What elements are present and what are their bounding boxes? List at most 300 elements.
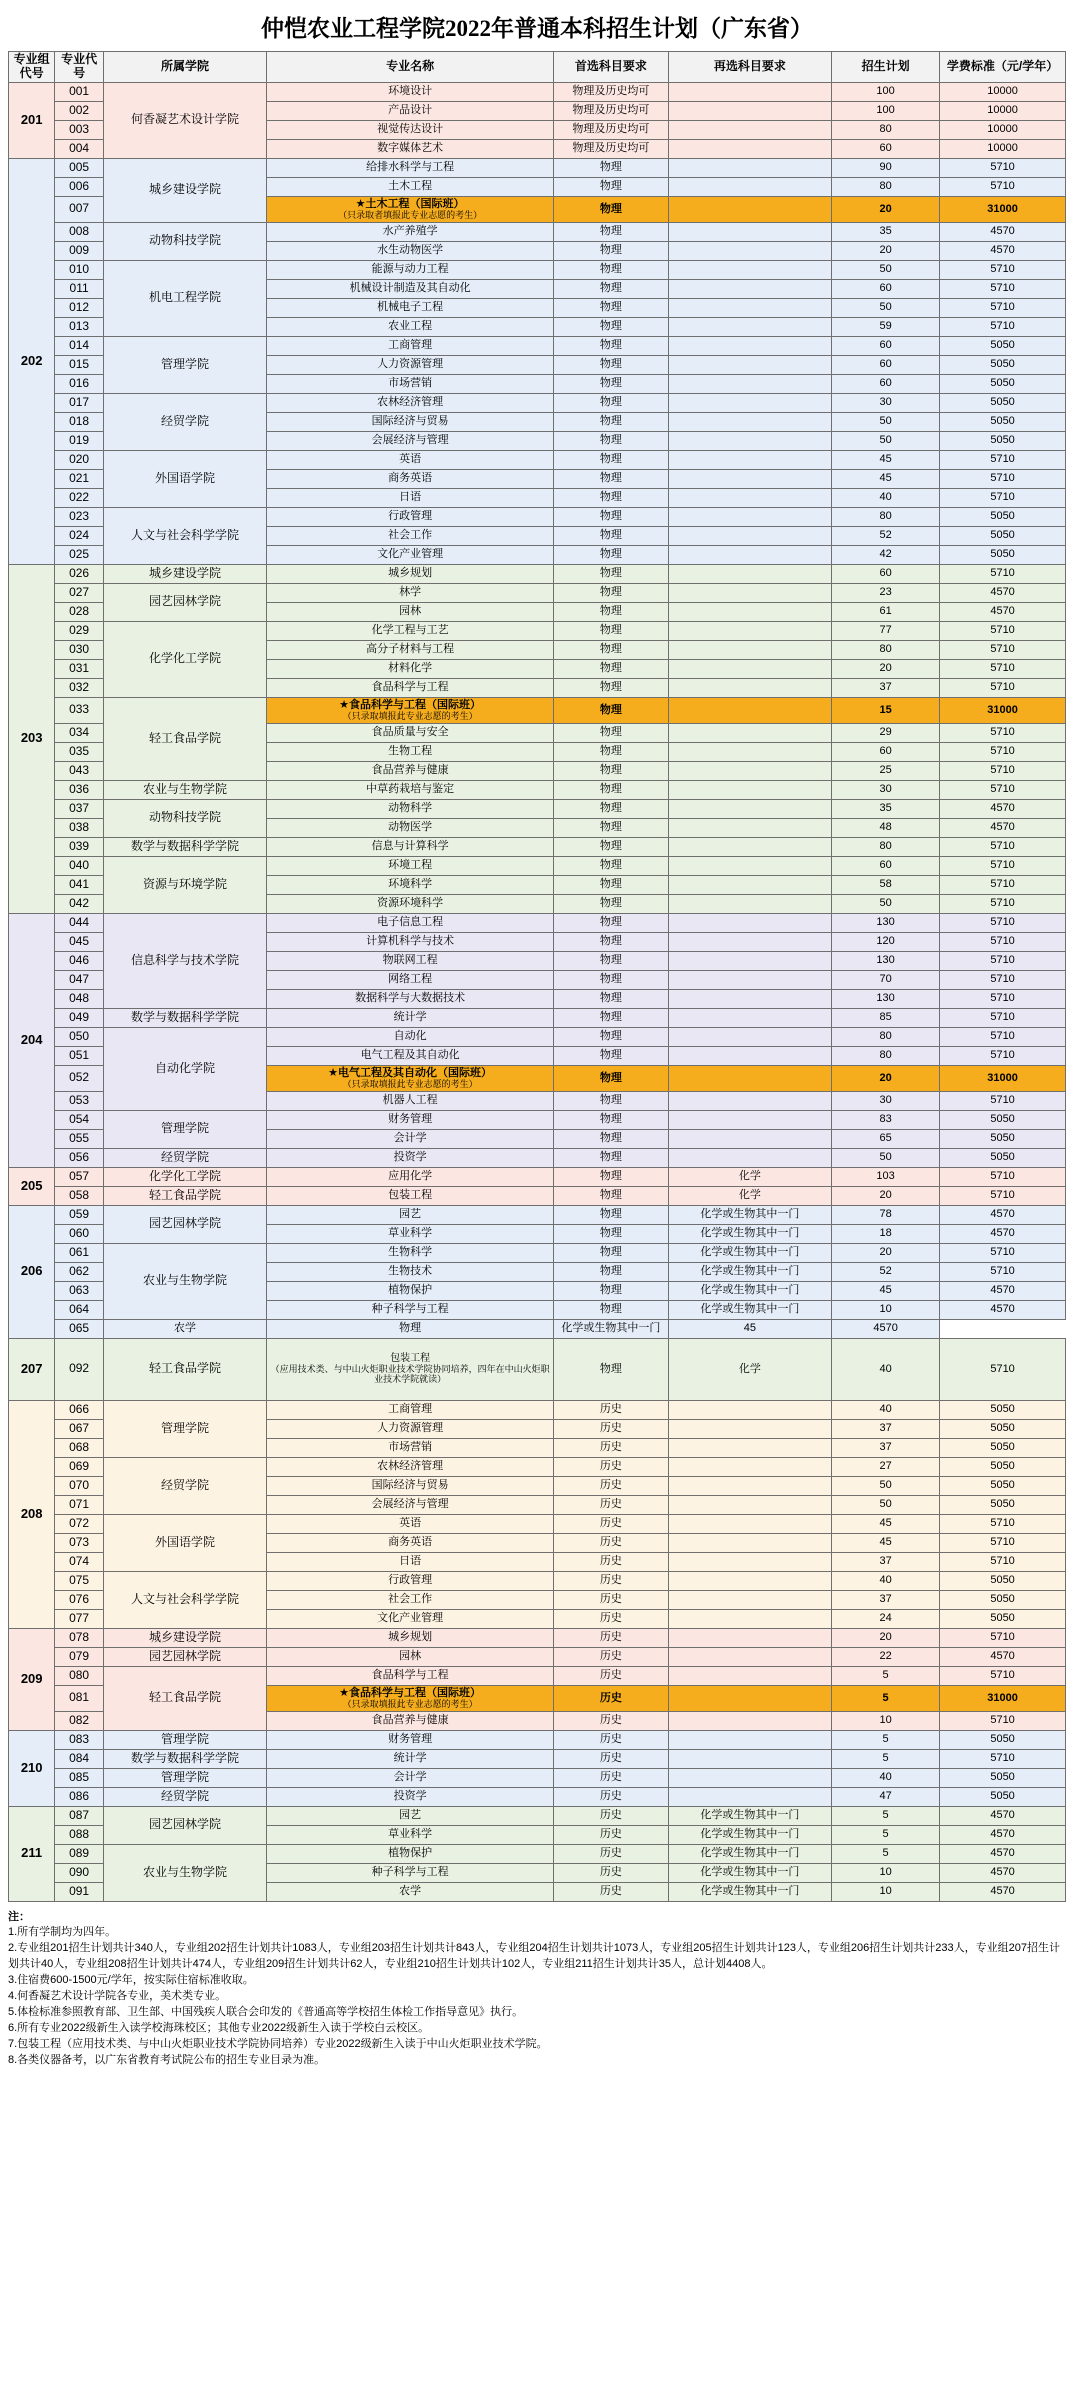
table-row [9, 1806, 1066, 1825]
first-subject-cell: 物理 [554, 1046, 669, 1065]
second-subject-cell [668, 222, 831, 241]
major-code-cell: 022 [55, 488, 104, 507]
major-name-cell: 行政管理 [267, 1571, 554, 1590]
major-code-cell: 054 [55, 1110, 104, 1129]
first-subject-cell: 历史 [554, 1552, 669, 1571]
second-subject-cell [668, 1590, 831, 1609]
tuition-cell: 10000 [940, 101, 1066, 120]
note-item: 4.何香凝艺术设计学院各专业，美术类专业。 [8, 1990, 227, 2003]
plan-count-cell: 42 [832, 545, 940, 564]
major-name-cell: 会计学 [267, 1768, 554, 1787]
first-subject-cell: 历史 [554, 1806, 669, 1825]
first-subject-cell: 物理 [554, 837, 669, 856]
plan-count-cell: 5 [832, 1749, 940, 1768]
major-name-cell: 财务管理 [267, 1110, 554, 1129]
major-name-cell: 给排水科学与工程 [267, 158, 554, 177]
second-subject-cell [668, 1571, 831, 1590]
major-name-cell: 行政管理 [267, 507, 554, 526]
major-name-cell: 动物医学 [267, 818, 554, 837]
notes-heading: 注： [8, 1910, 30, 1923]
first-subject-cell: 历史 [554, 1647, 669, 1666]
major-code-cell: 092 [55, 1338, 104, 1400]
major-name-cell: 会展经济与管理 [267, 431, 554, 450]
major-name-cell: 视觉传达设计 [267, 120, 554, 139]
major-name-cell: 化学工程与工艺 [267, 621, 554, 640]
tuition-cell: 4570 [940, 1647, 1066, 1666]
group-code-cell: 203 [9, 564, 55, 913]
tuition-cell: 5710 [940, 1711, 1066, 1730]
college-cell: 轻工食品学院 [103, 697, 266, 780]
group-code-cell: 207 [9, 1338, 55, 1400]
table-row [9, 222, 1066, 241]
tuition-cell: 5710 [940, 1243, 1066, 1262]
first-subject-cell: 历史 [554, 1749, 669, 1768]
tuition-cell: 5710 [940, 488, 1066, 507]
major-code-cell: 023 [55, 507, 104, 526]
plan-count-cell: 130 [832, 951, 940, 970]
second-subject-cell: 化学或生物其中一门 [668, 1806, 831, 1825]
table-row [9, 1787, 1066, 1806]
table-row [9, 913, 1066, 932]
tuition-cell: 5050 [940, 1609, 1066, 1628]
plan-count-cell: 5 [832, 1825, 940, 1844]
first-subject-cell: 历史 [554, 1730, 669, 1749]
group-code-cell: 210 [9, 1730, 55, 1806]
major-code-cell: 020 [55, 450, 104, 469]
plan-count-cell: 60 [832, 742, 940, 761]
major-name-cell: 环境设计 [267, 82, 554, 101]
college-cell: 管理学院 [103, 1110, 266, 1148]
major-code-cell: 007 [55, 196, 104, 222]
major-code-cell: 039 [55, 837, 104, 856]
second-subject-cell [668, 120, 831, 139]
major-name-cell: 资源环境科学 [267, 894, 554, 913]
first-subject-cell: 物理 [554, 260, 669, 279]
plan-count-cell: 70 [832, 970, 940, 989]
major-name-cell: 文化产业管理 [267, 1609, 554, 1628]
tuition-cell: 4570 [940, 1844, 1066, 1863]
second-subject-cell [668, 970, 831, 989]
second-subject-cell [668, 564, 831, 583]
second-subject-cell [668, 1666, 831, 1685]
major-code-cell: 038 [55, 818, 104, 837]
major-name-cell: 水产养殖学 [267, 222, 554, 241]
first-subject-cell: 物理 [554, 659, 669, 678]
table-row [9, 1749, 1066, 1768]
plan-count-cell: 37 [832, 1419, 940, 1438]
tuition-cell: 5050 [940, 336, 1066, 355]
plan-count-cell: 15 [832, 697, 940, 723]
major-code-cell: 090 [55, 1863, 104, 1882]
major-name-cell: 园艺 [267, 1806, 554, 1825]
major-name-cell: 文化产业管理 [267, 545, 554, 564]
second-subject-cell [668, 640, 831, 659]
first-subject-cell: 历史 [554, 1844, 669, 1863]
tuition-cell: 5710 [940, 761, 1066, 780]
plan-count-cell: 60 [832, 564, 940, 583]
table-row [9, 837, 1066, 856]
major-name-cell: 会计学 [267, 1129, 554, 1148]
table-row [9, 1666, 1066, 1685]
major-name-cell: 计算机科学与技术 [267, 932, 554, 951]
major-name-cell: 食品科学与工程 [267, 678, 554, 697]
first-subject-cell: 物理 [554, 196, 669, 222]
college-cell: 数学与数据科学学院 [103, 1008, 266, 1027]
note-item: 7.包装工程（应用技术类、与中山火炬职业技术学院协同培养）专业2022级新生入读于中山火炬职业技术学院。 [8, 2038, 548, 2051]
first-subject-cell: 物理及历史均可 [554, 139, 669, 158]
major-code-cell: 075 [55, 1571, 104, 1590]
plan-count-cell: 40 [832, 1571, 940, 1590]
plan-count-cell: 58 [832, 875, 940, 894]
college-cell: 轻工食品学院 [103, 1186, 266, 1205]
second-subject-cell [668, 1419, 831, 1438]
second-subject-cell: 化学或生物其中一门 [668, 1844, 831, 1863]
plan-count-cell: 60 [832, 139, 940, 158]
second-subject-cell [668, 780, 831, 799]
major-name-cell: 园林 [267, 1647, 554, 1666]
major-name-cell: 种子科学与工程 [267, 1300, 554, 1319]
plan-count-cell: 18 [832, 1224, 940, 1243]
plan-count-cell: 10 [832, 1882, 940, 1901]
college-cell: 农业与生物学院 [103, 1243, 266, 1319]
tuition-cell: 4570 [940, 241, 1066, 260]
plan-count-cell: 120 [832, 932, 940, 951]
major-code-cell: 055 [55, 1129, 104, 1148]
major-name-cell: 机器人工程 [267, 1091, 554, 1110]
tuition-cell: 5050 [940, 1590, 1066, 1609]
second-subject-cell [668, 317, 831, 336]
plan-count-cell: 50 [832, 1148, 940, 1167]
first-subject-cell: 物理 [554, 177, 669, 196]
major-name-cell: 环境科学 [267, 875, 554, 894]
plan-count-cell: 130 [832, 989, 940, 1008]
tuition-cell: 5710 [940, 875, 1066, 894]
note-item: 3.住宿费600-1500元/学年，按实际住宿标准收取。 [8, 1974, 254, 1987]
major-code-cell: 002 [55, 101, 104, 120]
tuition-cell: 5710 [940, 1552, 1066, 1571]
plan-count-cell: 23 [832, 583, 940, 602]
major-code-cell: 034 [55, 723, 104, 742]
major-name-cell: 动物科学 [267, 799, 554, 818]
plan-count-cell: 20 [832, 1243, 940, 1262]
table-row [9, 336, 1066, 355]
tuition-cell: 5710 [940, 640, 1066, 659]
major-name-cell: 英语 [267, 450, 554, 469]
second-subject-cell [668, 1711, 831, 1730]
major-name-cell: 生物技术 [267, 1262, 554, 1281]
second-subject-cell [668, 1110, 831, 1129]
first-subject-cell: 物理 [554, 412, 669, 431]
second-subject-cell [668, 82, 831, 101]
table-row [9, 621, 1066, 640]
tuition-cell: 4570 [940, 602, 1066, 621]
first-subject-cell: 历史 [554, 1609, 669, 1628]
tuition-cell: 5050 [940, 1787, 1066, 1806]
plan-count-cell: 5 [832, 1844, 940, 1863]
group-code-cell: 209 [9, 1628, 55, 1730]
tuition-cell: 5050 [940, 1571, 1066, 1590]
second-subject-cell [668, 1129, 831, 1148]
first-subject-cell: 物理 [554, 697, 669, 723]
second-subject-cell [668, 336, 831, 355]
notes-block [8, 1910, 1066, 2069]
second-subject-cell: 化学或生物其中一门 [668, 1243, 831, 1262]
major-code-cell: 019 [55, 431, 104, 450]
table-row [9, 799, 1066, 818]
plan-count-cell: 45 [832, 1533, 940, 1552]
plan-count-cell: 45 [832, 1514, 940, 1533]
second-subject-cell [668, 697, 831, 723]
plan-count-cell: 50 [832, 1495, 940, 1514]
plan-count-cell: 47 [832, 1787, 940, 1806]
table-row [9, 1768, 1066, 1787]
second-subject-cell [668, 583, 831, 602]
major-code-cell: 026 [55, 564, 104, 583]
group-code-cell: 202 [9, 158, 55, 564]
plan-count-cell: 35 [832, 799, 940, 818]
table-row [9, 856, 1066, 875]
tuition-cell: 5050 [940, 1768, 1066, 1787]
major-code-cell: 024 [55, 526, 104, 545]
plan-count-cell: 65 [832, 1129, 940, 1148]
table-row [9, 1205, 1066, 1224]
tuition-cell: 5050 [940, 355, 1066, 374]
first-subject-cell: 物理 [554, 1167, 669, 1186]
tuition-cell: 5710 [940, 1749, 1066, 1768]
major-name-cell: 投资学 [267, 1787, 554, 1806]
first-subject-cell: 物理 [554, 799, 669, 818]
first-subject-cell: 物理 [554, 298, 669, 317]
tuition-cell: 5710 [940, 279, 1066, 298]
second-subject-cell [668, 1495, 831, 1514]
college-cell: 农业与生物学院 [103, 1844, 266, 1901]
tuition-cell: 5050 [940, 431, 1066, 450]
major-name-cell: 土木工程 [267, 177, 554, 196]
major-name-cell: ★土木工程（国际班） （只录取者填报此专业志愿的考生） [267, 196, 554, 222]
plan-count-cell: 27 [832, 1457, 940, 1476]
major-code-cell: 035 [55, 742, 104, 761]
first-subject-cell: 物理 [554, 374, 669, 393]
first-subject-cell: 物理 [554, 583, 669, 602]
first-subject-cell: 历史 [554, 1768, 669, 1787]
college-cell: 化学化工学院 [103, 621, 266, 697]
group-code-cell: 205 [9, 1167, 55, 1205]
major-name-cell: 工商管理 [267, 1400, 554, 1419]
second-subject-cell [668, 158, 831, 177]
tuition-cell: 5710 [940, 1514, 1066, 1533]
major-code-cell: 048 [55, 989, 104, 1008]
table-row [9, 1167, 1066, 1186]
college-cell: 管理学院 [103, 1730, 266, 1749]
major-name-cell: 人力资源管理 [267, 1419, 554, 1438]
major-name-cell: 植物保护 [267, 1281, 554, 1300]
tuition-cell: 5050 [940, 1730, 1066, 1749]
tuition-cell: 31000 [940, 697, 1066, 723]
major-code-cell: 013 [55, 317, 104, 336]
major-name-cell: 商务英语 [267, 1533, 554, 1552]
major-code-cell: 033 [55, 697, 104, 723]
first-subject-cell: 物理 [554, 488, 669, 507]
note-item: 6.所有专业2022级新生入读学校海珠校区；其他专业2022级新生入读于学校白云校区。 [8, 2022, 430, 2035]
plan-count-cell: 10 [832, 1300, 940, 1319]
major-name-cell: 统计学 [267, 1749, 554, 1768]
plan-count-cell: 59 [832, 317, 940, 336]
plan-count-cell: 80 [832, 507, 940, 526]
major-code-cell: 030 [55, 640, 104, 659]
table-row [9, 1148, 1066, 1167]
first-subject-cell: 物理 [554, 1338, 669, 1400]
second-subject-cell [668, 913, 831, 932]
tuition-cell: 5710 [940, 970, 1066, 989]
major-name-cell: 机械电子工程 [267, 298, 554, 317]
first-subject-cell: 历史 [554, 1400, 669, 1419]
tuition-cell: 5710 [940, 1046, 1066, 1065]
major-name-cell: 社会工作 [267, 526, 554, 545]
major-code-cell: 080 [55, 1666, 104, 1685]
first-subject-cell: 物理 [554, 1008, 669, 1027]
second-subject-cell [668, 951, 831, 970]
tuition-cell: 5710 [940, 158, 1066, 177]
plan-count-cell: 61 [832, 602, 940, 621]
plan-count-cell: 40 [832, 488, 940, 507]
tuition-cell: 5710 [940, 1091, 1066, 1110]
plan-count-cell: 60 [832, 374, 940, 393]
major-name-cell: 国际经济与贸易 [267, 412, 554, 431]
major-code-cell: 047 [55, 970, 104, 989]
second-subject-cell [668, 298, 831, 317]
major-name-cell: 生物工程 [267, 742, 554, 761]
tuition-cell: 5710 [940, 856, 1066, 875]
tuition-cell: 5050 [940, 1400, 1066, 1419]
college-cell: 城乡建设学院 [103, 564, 266, 583]
major-code-cell: 057 [55, 1167, 104, 1186]
table-row [9, 1400, 1066, 1419]
second-subject-cell: 化学或生物其中一门 [668, 1281, 831, 1300]
major-name-cell: 园艺 [267, 1205, 554, 1224]
major-code-cell: 045 [55, 932, 104, 951]
major-name-cell: 植物保护 [267, 1844, 554, 1863]
second-subject-cell [668, 742, 831, 761]
major-code-cell: 079 [55, 1647, 104, 1666]
second-subject-cell [668, 450, 831, 469]
college-cell: 人文与社会科学学院 [103, 1571, 266, 1628]
tuition-cell: 5710 [940, 1186, 1066, 1205]
table-row [9, 82, 1066, 101]
tuition-cell: 5710 [940, 1628, 1066, 1647]
major-code-cell: 066 [55, 1400, 104, 1419]
plan-count-cell: 52 [832, 526, 940, 545]
major-name-cell: 食品营养与健康 [267, 761, 554, 780]
tuition-cell: 10000 [940, 82, 1066, 101]
group-code-cell: 206 [9, 1205, 55, 1338]
plan-count-cell: 80 [832, 837, 940, 856]
college-cell: 资源与环境学院 [103, 856, 266, 913]
second-subject-cell [668, 355, 831, 374]
major-name-cell: 产品设计 [267, 101, 554, 120]
first-subject-cell: 物理 [554, 336, 669, 355]
tuition-cell: 5710 [940, 1008, 1066, 1027]
major-code-cell: 085 [55, 1768, 104, 1787]
table-row [9, 1571, 1066, 1590]
major-code-cell: 037 [55, 799, 104, 818]
second-subject-cell: 化学 [668, 1338, 831, 1400]
tuition-cell: 4570 [940, 1205, 1066, 1224]
first-subject-cell: 物理 [554, 158, 669, 177]
first-subject-cell: 物理 [554, 1065, 669, 1091]
second-subject-cell: 化学或生物其中一门 [668, 1863, 831, 1882]
major-code-cell: 074 [55, 1552, 104, 1571]
second-subject-cell [668, 1400, 831, 1419]
second-subject-cell [668, 1787, 831, 1806]
col-major-name: 专业名称 [267, 52, 554, 83]
second-subject-cell [668, 761, 831, 780]
second-subject-cell [668, 818, 831, 837]
major-name-cell: 农林经济管理 [267, 393, 554, 412]
tuition-cell: 4570 [940, 1281, 1066, 1300]
plan-count-cell: 24 [832, 1609, 940, 1628]
major-code-cell: 083 [55, 1730, 104, 1749]
plan-count-cell: 30 [832, 780, 940, 799]
second-subject-cell [668, 1647, 831, 1666]
table-row [9, 1186, 1066, 1205]
major-code-cell: 065 [55, 1319, 104, 1338]
major-code-cell: 046 [55, 951, 104, 970]
table-row [9, 393, 1066, 412]
group-code-cell: 211 [9, 1806, 55, 1901]
first-subject-cell: 物理 [554, 894, 669, 913]
college-cell: 数学与数据科学学院 [103, 837, 266, 856]
first-subject-cell: 物理 [554, 875, 669, 894]
plan-count-cell: 60 [832, 355, 940, 374]
group-code-cell: 201 [9, 82, 55, 158]
tuition-cell: 5710 [940, 780, 1066, 799]
table-row [9, 1008, 1066, 1027]
plan-count-cell: 78 [832, 1205, 940, 1224]
second-subject-cell: 化学或生物其中一门 [668, 1882, 831, 1901]
group-code-cell: 208 [9, 1400, 55, 1628]
second-subject-cell [668, 139, 831, 158]
major-name-cell: 应用化学 [267, 1167, 554, 1186]
tuition-cell: 5710 [940, 951, 1066, 970]
major-code-cell: 010 [55, 260, 104, 279]
note-item: 8.各类仪器备考，以广东省教育考试院公布的招生专业目录为准。 [8, 2053, 326, 2066]
tuition-cell: 5050 [940, 1419, 1066, 1438]
major-code-cell: 032 [55, 678, 104, 697]
plan-count-cell: 40 [832, 1338, 940, 1400]
plan-count-cell: 37 [832, 1552, 940, 1571]
table-row [9, 1628, 1066, 1647]
plan-count-cell: 37 [832, 678, 940, 697]
college-cell: 动物科技学院 [103, 799, 266, 837]
second-subject-cell [668, 837, 831, 856]
tuition-cell: 4570 [832, 1319, 940, 1338]
first-subject-cell: 历史 [554, 1685, 669, 1711]
second-subject-cell [668, 1027, 831, 1046]
tuition-cell: 5710 [940, 1262, 1066, 1281]
table-row [9, 1647, 1066, 1666]
plan-count-cell: 60 [832, 336, 940, 355]
first-subject-cell: 物理 [554, 678, 669, 697]
tuition-cell: 5710 [940, 621, 1066, 640]
second-subject-cell [668, 1457, 831, 1476]
major-code-cell: 044 [55, 913, 104, 932]
first-subject-cell: 物理 [554, 1300, 669, 1319]
admission-plan-table [8, 51, 1066, 1902]
major-code-cell: 071 [55, 1495, 104, 1514]
tuition-cell: 4570 [940, 583, 1066, 602]
plan-count-cell: 45 [832, 1281, 940, 1300]
first-subject-cell: 历史 [554, 1571, 669, 1590]
